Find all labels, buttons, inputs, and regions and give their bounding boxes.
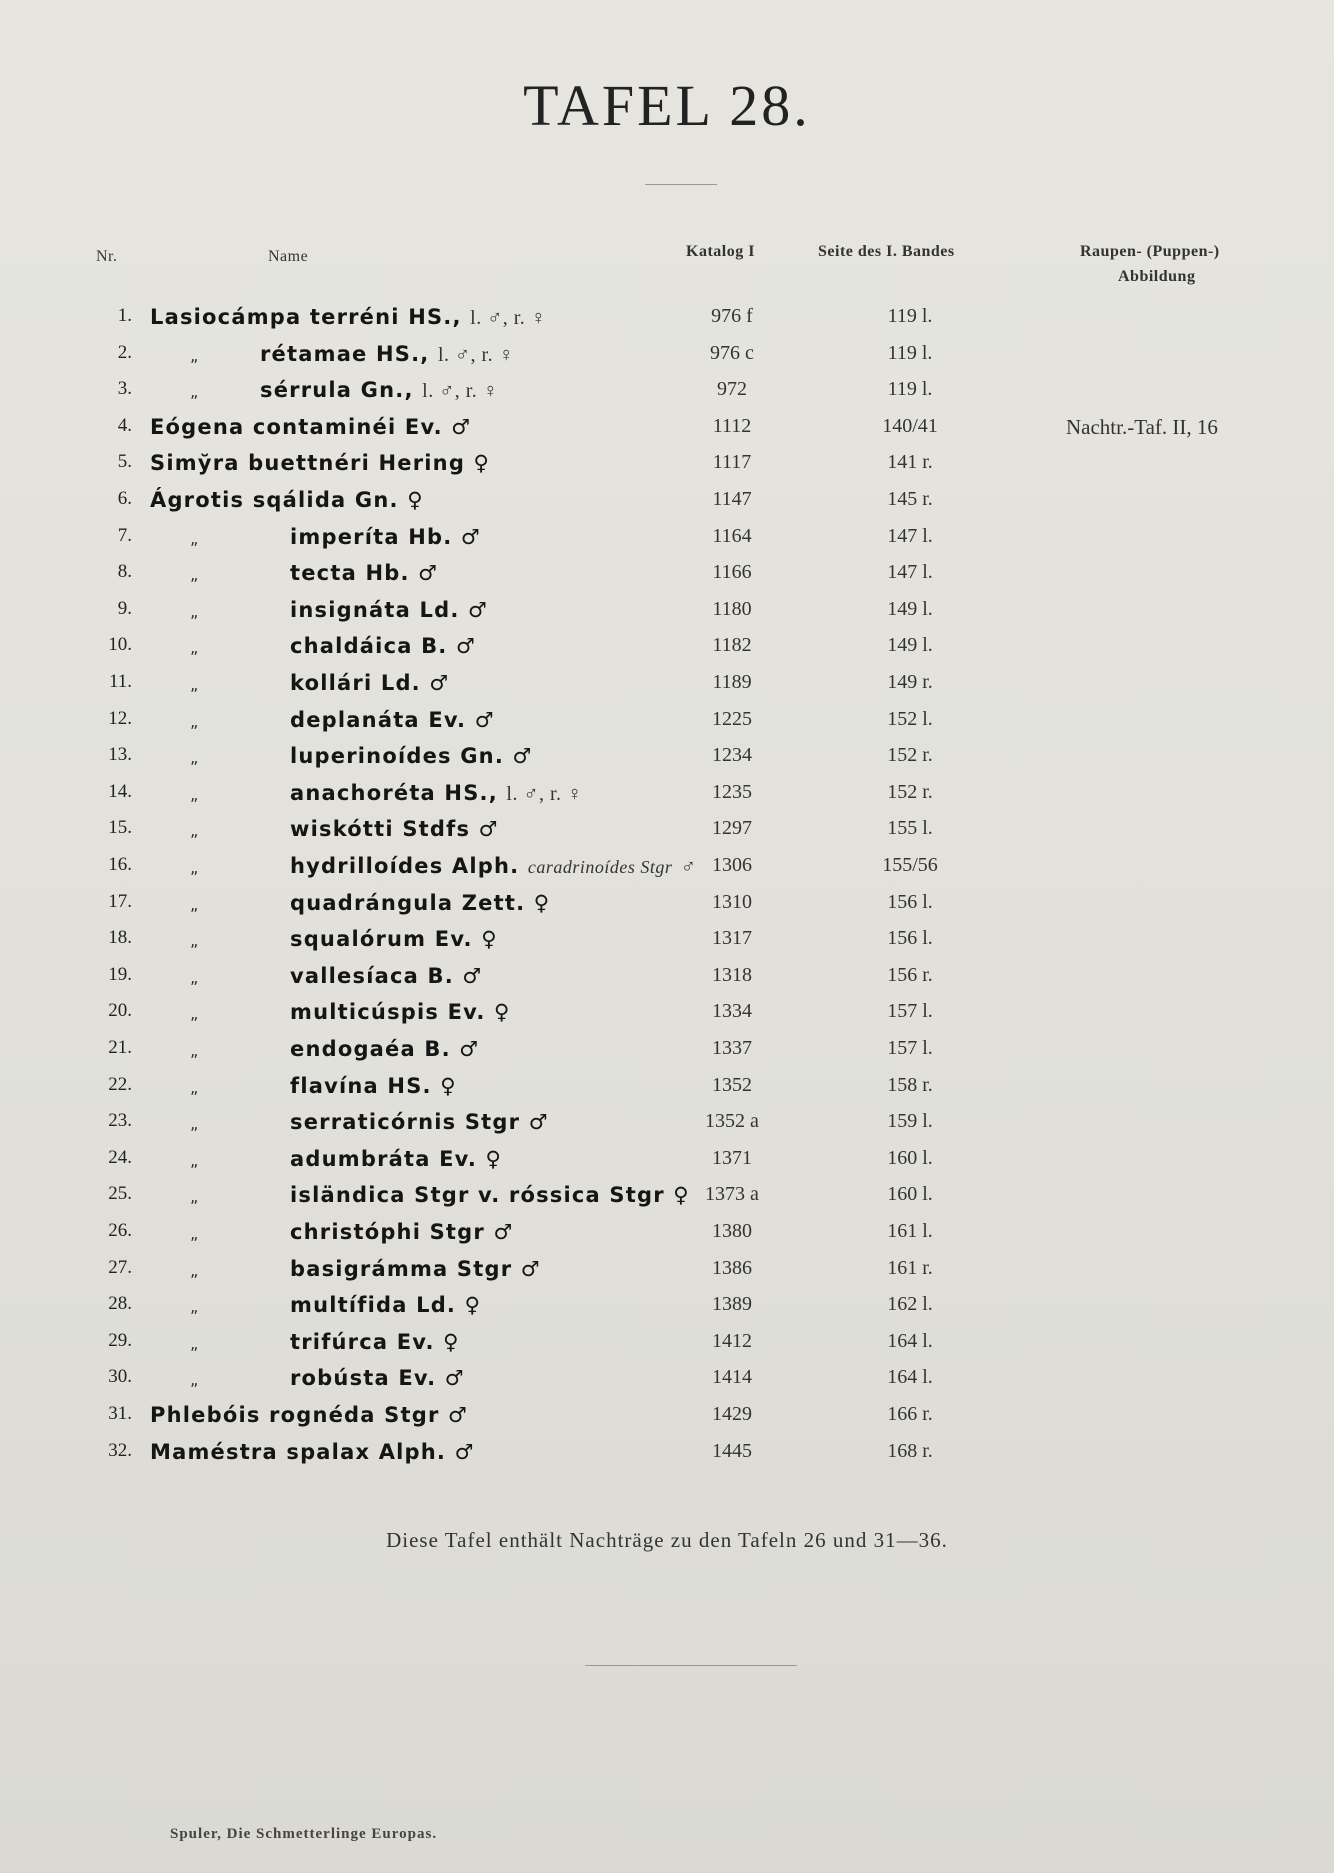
ditto-mark: „ — [190, 821, 200, 841]
species-name-cell — [150, 342, 514, 367]
katalog-number: 976 c — [710, 341, 754, 364]
imprint: Spuler, Die Schmetterlinge Europas. — [170, 1826, 438, 1842]
table-row — [0, 927, 1334, 957]
species-name-cell — [150, 1330, 460, 1354]
page-reference: 162 l. — [887, 1293, 933, 1316]
ditto-mark: „ — [190, 1041, 200, 1060]
page-reference: 149 l. — [887, 634, 933, 657]
species-name: deplanáta Ev. ♂ — [290, 707, 495, 732]
katalog-number: 1334 — [712, 1000, 752, 1023]
table-row — [0, 451, 1334, 481]
ditto-mark: „ — [190, 565, 200, 585]
sex-note: ♂ — [680, 856, 697, 878]
species-name-cell — [150, 1037, 479, 1061]
katalog-number: 1310 — [712, 890, 752, 913]
row-number: 24. — [108, 1146, 132, 1168]
katalog-number: 1112 — [712, 414, 752, 437]
sex-note: l. ♂, r. ♀ — [438, 343, 515, 366]
page-reference: 156 l. — [887, 890, 933, 913]
page-title: TAFEL 28. — [523, 73, 811, 138]
species-name: basigrámma Stgr ♂ — [290, 1256, 541, 1281]
page-reference: 119 l. — [887, 378, 933, 401]
species-name-cell — [150, 1000, 511, 1024]
row-number: 7. — [117, 524, 132, 546]
page-reference: 145 r. — [887, 488, 933, 510]
ditto-mark: „ — [190, 1187, 200, 1207]
page-reference: 158 r. — [887, 1073, 933, 1096]
row-number: 29. — [108, 1329, 132, 1351]
species-name: luperinoídes Gn. ♂ — [290, 744, 533, 769]
page-reference: 164 l. — [887, 1329, 933, 1352]
table-row — [0, 525, 1334, 555]
katalog-number: 1352 a — [705, 1110, 759, 1133]
row-number: 23. — [108, 1110, 132, 1132]
row-number: 15. — [108, 817, 132, 839]
species-name-cell — [150, 415, 471, 439]
table-row — [0, 634, 1334, 664]
species-name: Ágrotis sqálida Gn. ♀ — [150, 488, 424, 512]
header-abbildung-line2: Abbildung — [1118, 268, 1196, 285]
table-row — [0, 1220, 1334, 1250]
sex-note: l. ♂, r. ♀ — [506, 782, 583, 805]
table-row — [0, 964, 1334, 994]
species-name-cell — [150, 1366, 465, 1390]
ditto-mark: „ — [190, 528, 200, 548]
header-abbildung-line1: Raupen- (Puppen-) — [1080, 243, 1220, 260]
katalog-number: 1306 — [712, 854, 752, 876]
page-reference: 155/56 — [882, 854, 938, 876]
page-reference: 140/41 — [882, 414, 938, 437]
ditto-mark: „ — [190, 1114, 200, 1134]
species-name-cell — [150, 598, 488, 622]
species-name-cell — [150, 671, 449, 695]
row-number: 26. — [108, 1220, 132, 1241]
species-name: christóphi Stgr ♂ — [290, 1220, 514, 1244]
synonym-name: caradrinoídes Stgr — [527, 857, 673, 877]
ditto-mark: „ — [190, 1077, 200, 1097]
ditto-mark: „ — [190, 601, 200, 621]
table-row — [0, 1366, 1334, 1396]
header-katalog: Katalog I — [686, 243, 755, 260]
species-name: imperíta Hb. ♂ — [290, 524, 481, 549]
table-row — [0, 1183, 1334, 1213]
ditto-mark: „ — [190, 382, 200, 402]
katalog-number: 1318 — [712, 963, 752, 986]
species-name: vallesíaca B. ♂ — [290, 963, 483, 988]
ditto-mark: „ — [190, 931, 200, 951]
table-row — [0, 854, 1334, 884]
species-name-cell — [150, 1183, 690, 1207]
species-name: Eógena contaminéi Ev. ♂ — [150, 414, 472, 439]
katalog-number: 1189 — [712, 671, 752, 693]
ditto-mark: „ — [190, 894, 200, 914]
species-name-cell — [150, 525, 481, 549]
species-name-cell — [150, 1110, 549, 1134]
species-name-cell — [150, 1403, 468, 1427]
katalog-number: 1317 — [712, 927, 752, 950]
row-number: 32. — [108, 1439, 132, 1461]
row-number: 4. — [117, 414, 132, 436]
katalog-number: 1414 — [712, 1366, 752, 1389]
page-reference: 161 r. — [887, 1256, 933, 1279]
ditto-mark: „ — [190, 858, 200, 877]
row-number: 20. — [108, 1000, 132, 1022]
row-number: 27. — [108, 1256, 132, 1278]
row-number: 22. — [108, 1073, 132, 1095]
species-name: Simy̆ra buettnéri Hering ♀ — [150, 451, 491, 476]
species-name-cell — [150, 1220, 514, 1244]
species-name-cell — [150, 927, 498, 951]
species-name-cell — [150, 781, 583, 806]
species-name: robústa Ev. ♂ — [290, 1366, 465, 1391]
row-number: 8. — [117, 561, 132, 583]
page-reference: 147 l. — [887, 524, 933, 547]
katalog-number: 1380 — [712, 1220, 752, 1242]
katalog-number: 1164 — [712, 524, 752, 547]
species-name-cell — [150, 964, 482, 988]
header-name: Name — [268, 248, 309, 265]
species-name-cell — [150, 1257, 541, 1281]
page-reference: 156 r. — [887, 963, 933, 986]
ditto-mark: „ — [190, 1150, 200, 1170]
table-row — [0, 561, 1334, 591]
row-number: 28. — [108, 1293, 132, 1315]
page-reference: 147 l. — [887, 561, 933, 584]
species-name: tecta Hb. ♂ — [290, 561, 439, 586]
katalog-number: 1352 — [712, 1073, 752, 1096]
katalog-number: 1234 — [712, 744, 752, 767]
katalog-number: 1147 — [712, 488, 752, 510]
katalog-number: 972 — [717, 378, 747, 401]
table-row — [0, 781, 1334, 811]
bottom-divider — [585, 1665, 797, 1666]
species-name: trifúrca Ev. ♀ — [290, 1329, 460, 1354]
species-name-cell — [150, 891, 550, 915]
page-reference: 160 l. — [887, 1183, 933, 1206]
ditto-mark: „ — [190, 1370, 200, 1390]
species-name-cell — [150, 634, 476, 658]
page-reference: 159 l. — [887, 1110, 933, 1133]
species-name-cell — [150, 744, 533, 768]
table-row — [0, 1074, 1334, 1104]
sex-note: l. ♂, r. ♀ — [470, 307, 547, 329]
ditto-mark: „ — [190, 638, 200, 658]
header-nr: Nr. — [96, 248, 118, 265]
katalog-number: 1180 — [712, 597, 752, 620]
page-reference: 161 l. — [887, 1220, 933, 1242]
species-name-cell — [150, 1293, 481, 1317]
row-number: 14. — [108, 780, 132, 802]
table-row — [0, 488, 1334, 518]
ditto-mark: „ — [190, 1297, 200, 1317]
katalog-number: 1412 — [712, 1329, 752, 1352]
species-name: anachoréta HS., — [290, 780, 498, 805]
table-row — [0, 744, 1334, 774]
table-row — [0, 1037, 1334, 1067]
species-name: Lasiocámpa terréni HS., — [150, 305, 462, 329]
row-number: 13. — [108, 744, 132, 766]
row-number: 21. — [108, 1037, 132, 1058]
row-number: 18. — [108, 927, 132, 949]
species-name: endogaéa B. ♂ — [290, 1037, 480, 1061]
katalog-number: 1117 — [712, 451, 752, 474]
species-name-cell — [150, 1147, 502, 1171]
species-name: serraticórnis Stgr ♂ — [290, 1110, 549, 1135]
species-name-cell — [150, 854, 696, 879]
page-reference: 141 r. — [887, 451, 933, 474]
header-seite: Seite des I. Bandes — [818, 243, 955, 260]
footnote: Diese Tafel enthält Nachträge zu den Tafeln 26 und 31—36. — [386, 1528, 948, 1552]
ditto-mark: „ — [190, 1333, 200, 1353]
table-row — [0, 1330, 1334, 1360]
table-row — [0, 817, 1334, 847]
ditto-mark: „ — [190, 1004, 200, 1024]
table-row — [0, 1000, 1334, 1030]
species-name: Maméstra spalax Alph. ♂ — [150, 1439, 475, 1464]
row-number: 6. — [117, 488, 132, 509]
ditto-mark: „ — [190, 675, 200, 694]
table-row — [0, 598, 1334, 628]
table-row — [0, 671, 1334, 701]
table-row — [0, 1440, 1334, 1470]
row-number: 25. — [108, 1183, 132, 1205]
row-number: 10. — [108, 634, 132, 656]
katalog-number: 1386 — [712, 1256, 752, 1279]
page-reference: 119 l. — [887, 305, 933, 327]
species-name-cell — [150, 305, 546, 330]
species-name: multicúspis Ev. ♀ — [290, 1000, 511, 1025]
illustration-reference: Nachtr.-Taf. II, 16 — [1066, 414, 1218, 439]
table-row — [0, 378, 1334, 408]
species-name-cell — [150, 1074, 457, 1098]
katalog-number: 1429 — [712, 1403, 752, 1425]
ditto-mark: „ — [190, 1260, 200, 1280]
page-reference: 149 r. — [887, 671, 933, 693]
species-name: hydrilloídes Alph. — [290, 854, 520, 878]
species-name-cell — [150, 561, 438, 585]
page-reference: 156 l. — [887, 927, 933, 950]
species-name: quadrángula Zett. ♀ — [290, 890, 551, 915]
page-reference: 152 r. — [887, 744, 933, 767]
row-number: 31. — [108, 1403, 132, 1424]
species-name: rétamae HS., — [260, 341, 430, 366]
species-name-cell — [150, 451, 490, 475]
ditto-mark: „ — [190, 967, 200, 987]
ditto-mark: „ — [190, 748, 200, 768]
species-name: flavína HS. ♀ — [290, 1073, 457, 1098]
katalog-number: 1235 — [712, 780, 752, 803]
row-number: 30. — [108, 1366, 132, 1388]
page-reference: 164 l. — [887, 1366, 933, 1389]
sex-note: l. ♂, r. ♀ — [422, 380, 499, 403]
table-row — [0, 342, 1334, 372]
katalog-number: 1445 — [712, 1439, 752, 1462]
ditto-mark: „ — [190, 345, 200, 365]
species-name: Phlebóis rognéda Stgr ♂ — [150, 1403, 469, 1427]
page-reference: 155 l. — [887, 817, 933, 840]
ditto-mark: „ — [190, 784, 200, 804]
row-number: 12. — [108, 707, 132, 729]
table-row — [0, 708, 1334, 738]
row-number: 1. — [117, 305, 132, 326]
page-reference: 157 l. — [887, 1037, 933, 1059]
ditto-mark: „ — [190, 1224, 200, 1243]
row-number: 17. — [108, 890, 132, 912]
katalog-number: 1297 — [712, 817, 752, 840]
species-name: chaldáica B. ♂ — [290, 634, 477, 659]
katalog-number: 1337 — [712, 1037, 752, 1059]
species-name: squalórum Ev. ♀ — [290, 927, 498, 952]
katalog-number: 1371 — [712, 1146, 752, 1169]
katalog-number: 1389 — [712, 1293, 752, 1316]
row-number: 16. — [108, 854, 132, 875]
page-reference: 152 r. — [887, 780, 933, 803]
ditto-mark: „ — [190, 711, 200, 731]
katalog-number: 976 f — [711, 305, 753, 327]
page-reference: 149 l. — [887, 597, 933, 620]
species-name-cell — [150, 817, 499, 841]
row-number: 2. — [117, 341, 132, 363]
table-row — [0, 305, 1334, 335]
species-name: kollári Ld. ♂ — [290, 671, 450, 695]
table-row — [0, 415, 1334, 445]
page-reference: 160 l. — [887, 1146, 933, 1169]
row-number: 11. — [108, 671, 132, 692]
table-row — [0, 1110, 1334, 1140]
species-name: adumbráta Ev. ♀ — [290, 1146, 503, 1171]
page-reference: 166 r. — [887, 1403, 933, 1425]
species-name-cell — [150, 1440, 475, 1464]
katalog-number: 1166 — [712, 561, 752, 584]
species-name: sérrula Gn., — [260, 378, 414, 403]
page-reference: 119 l. — [887, 341, 933, 364]
table-row — [0, 1147, 1334, 1177]
species-name-cell — [150, 488, 424, 512]
species-name-cell — [150, 378, 498, 403]
katalog-number: 1182 — [712, 634, 752, 657]
katalog-number: 1373 a — [705, 1183, 759, 1206]
row-number: 9. — [117, 597, 132, 619]
row-number: 3. — [117, 378, 132, 400]
page-reference: 157 l. — [887, 1000, 933, 1023]
species-name: multífida Ld. ♀ — [290, 1293, 482, 1318]
page-reference: 168 r. — [887, 1439, 933, 1462]
katalog-number: 1225 — [712, 707, 752, 730]
page-reference: 152 l. — [887, 707, 933, 730]
row-number: 5. — [117, 451, 132, 473]
species-name: insignáta Ld. ♂ — [290, 597, 489, 622]
table-row — [0, 1257, 1334, 1287]
species-name: wiskótti Stdfs ♂ — [290, 817, 499, 842]
row-number: 19. — [108, 963, 132, 985]
species-name: isländica Stgr v. róssica Stgr ♀ — [290, 1183, 690, 1208]
table-row — [0, 891, 1334, 921]
species-name-cell — [150, 708, 495, 732]
table-row — [0, 1293, 1334, 1323]
title-divider — [645, 184, 717, 185]
table-row — [0, 1403, 1334, 1433]
